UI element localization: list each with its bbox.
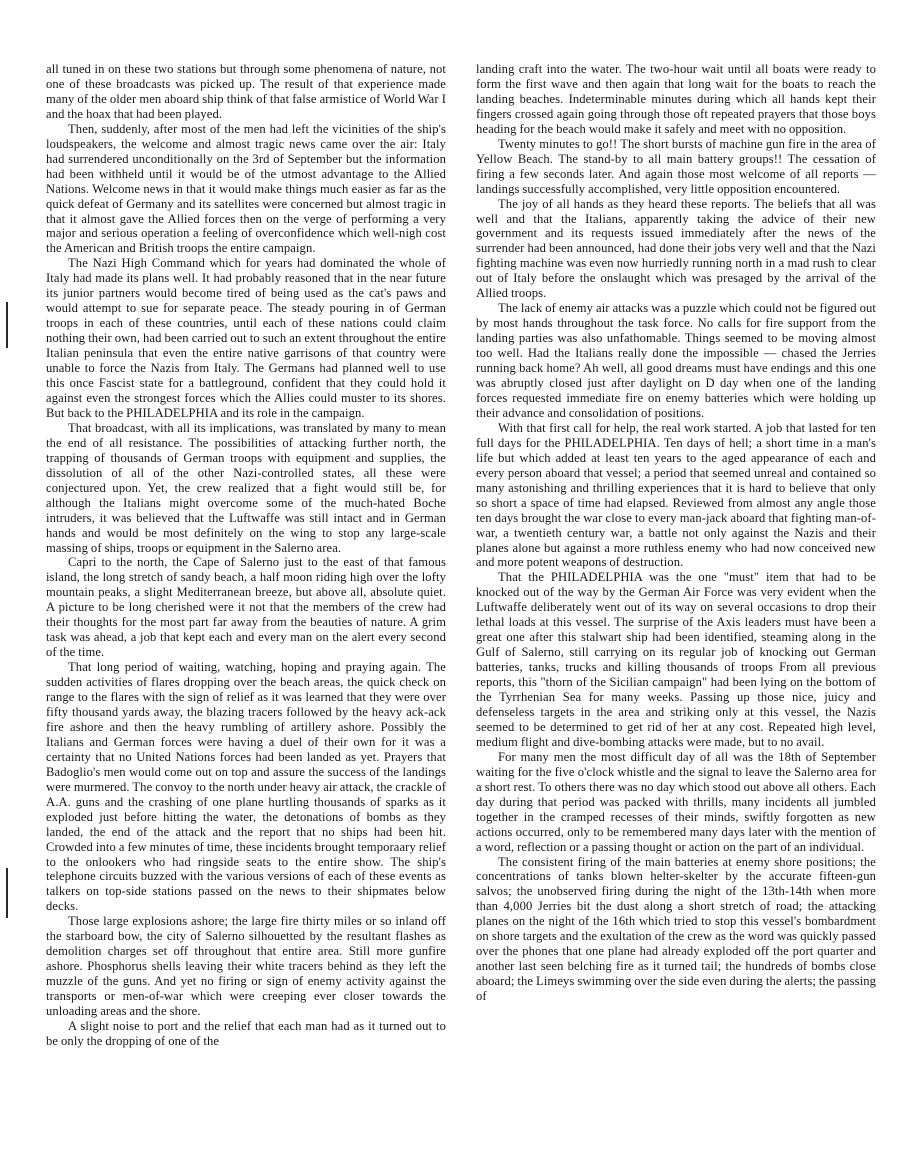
- paragraph: The Nazi High Command which for years had dominated the whole of Italy had made its plans well. It had probably reasoned that in the near future its junior partners would become tired of being used as the cat's paws and would attempt to sue for separate peace. The steady pouring in of German troops in each of these countries, until each of these nations could claim nothing their own, had been carried out to such an extent throughout the entire Italian peninsula that even the entire native garrisons of that country were unable to force the Nazis from Italy. The Germans had planned well to use this once Fascist state for a battleground, confident that they could hold it against even the strongest forces which the Allies could muster to its shores. But back to the PHILADELPHIA and its role in the campaign.: [46, 256, 446, 420]
- paragraph: A slight noise to port and the relief that each man had as it turned out to be only the dropping of one of the: [46, 1019, 446, 1048]
- paragraph: That broadcast, with all its implications, was translated by many to mean the end of all resistance. The possibilities of attacking further north, the trapping of thousands of German troops with equipment and supplies, the dissolution of all of the other Nazi-controlled states, all these were conjectured upon. Yet, the crew realized that a fight would still be, for although the Italians might overcome some of the much-hated Boche intruders, it was believed that the Luftwaffe was still intact and in German hands and would be most definitely on the wing to stop any large-scale massing of ships, troops or equipment in the Salerno area.: [46, 420, 446, 555]
- paragraph: The consistent firing of the main batteries at enemy shore positions; the concentrations of tanks blown helter-skelter by the accurate fifteen-gun salvos; the unobserved firing during the night of the 13th-14th when more than 4,000 Jerries bit the dust along a short stretch of road; the attacking planes on the night of the 16th which tried to stop this vessel's bombardment on shore targets and the exultation of the crew as the word was quickly passed over the phones that one plane had already exploded off the port quarter and another last seen belching fire as it turned tail; the hundreds of bombs close aboard; the Limeys swimming over the side even during the alerts; the passing of: [476, 854, 877, 1004]
- paragraph: For many men the most difficult day of all was the 18th of September waiting for the five o'clock whistle and the signal to leave the Salerno area for a short rest. To others there was no day which stood out above all others. Each day during that period was packed with thrills, many incidents all jumbled together in the cramped recesses of their minds, swiftly forgotten as new actions occurred, only to be remembered many days later with the mention of a word, reflection or a passing thought or action on the part of an individual.: [476, 749, 876, 854]
- margin-mark: [6, 868, 8, 918]
- left-column: [46, 62, 446, 1049]
- paragraph: Capri to the north, the Cape of Salerno just to the east of that famous island, the long stretch of sandy beach, a half moon riding high over the lofty mountain peaks, a slight Mediterranean breeze, but above all, absolute quiet. A picture to be long cherished were it not that the members of the crew had their thoughts for the most part far away from the beauties of nature. A grim task was ahead, a job that kept each and every man on the alert every second of the time.: [46, 555, 446, 660]
- paragraph: Twenty minutes to go!! The short bursts of machine gun fire in the area of Yellow Beach. The stand-by to all main battery groups!! The cessation of firing a few seconds later. And again those most welcome of all reports — landings successfully accomplished, very little opposition encountered.: [476, 136, 876, 196]
- margin-mark: [6, 302, 8, 348]
- paragraph: With that first call for help, the real work started. A job that lasted for ten full days for the PHILADELPHIA. Ten days of hell; a short time in a man's life but which added at least ten years to the aged appearance of each and every person aboard that vessel; a period that seemed unreal and contained so many astonishing and thrilling experiences that it is hard to believe that only so short a space of time had elapsed. Reviewed from almost any angle those ten days brought the war close to every man-jack aboard that fighting man-of-war, a twentieth century war, a battle not only against the Nazis and their planes alone but against a more ruthless enemy who had now conceived new and more potent weapons of destruction.: [476, 420, 876, 570]
- paragraph: The lack of enemy air attacks was a puzzle which could not be figured out by most hands throughout the task force. No calls for fire support from the landing parties was also unfathomable. Things seemed to be moving almost too well. Had the Italians really done the impossible — chased the Jerries running back home? Ah well, all good dreams must have endings and this one was abruptly closed just after daylight on D day when one of the landing forces requested immediate fire on enemy batteries which were holding up their advance and consolidation of positions.: [476, 301, 876, 420]
- paragraph: all tuned in on these two stations but through some phenomena of nature, not one of these broadcasts was picked up. The result of that experience made many of the older men aboard ship think of that false armistice of World War I and the hoax that had been played.: [46, 62, 446, 121]
- paragraph: The joy of all hands as they heard these reports. The beliefs that all was well and that the Italians, apparently taking the advice of their new government and its requests issued immediately after the news of the surrender had been announced, had done their jobs very well and that the Nazi fighting machine was even now hurriedly running north in a mad rush to clear out of Italy before the onslaught which was presaged by the arrival of the Allied troops.: [476, 196, 876, 301]
- paragraph: That the PHILADELPHIA was the one "must" item that had to be knocked out of the way by the German Air Force was very evident when the Luftwaffe deliberately went out of its way on several occasions to drop their lethal loads at this vessel. The surprise of the Axis leaders must have been a great one after this stalwart ship had been identified, steaming along in the Gulf of Salerno, still carrying on its regular job of knocking out German batteries, tanks, trucks and killing thousands of troops From all previous reports, this "thorn of the Sicilian campaign" had been lying on the bottom of the Tyrrhenian Sea for many weeks. Passing up those nice, juicy and defenseless targets in the area and striking only at this vessel, the Nazis seemed to be determined to get rid of her at any cost. Repeated high level, medium flight and dive-bombing attacks were made, but to no avail.: [476, 570, 876, 749]
- paragraph: Then, suddenly, after most of the men had left the vicinities of the ship's loudspeakers, the welcome and almost tragic news came over the air: Italy had surrendered unconditionally on the 3rd of September but the information had been withheld until it would be of the utmost advantage to the Allied Nations. Welcome news in that it would make things much easier as far as the quick defeat of Germany and its satellites were concerned but almost tragic in that it almost gave the Allied forces then on the verge of performing a very major and serious operation a feeling of overconfidence which well-nigh cost the American and British troops the entire campaign.: [46, 121, 446, 256]
- paragraph: landing craft into the water. The two-hour wait until all boats were ready to form the first wave and then again that long wait for the boats to reach the landing beaches. Indeterminable minutes during which all hands kept their fingers crossed again going through those oft repeated prayers that those boys heading for the beach would make it safely and meet with no opposition.: [476, 62, 876, 136]
- paragraph: Those large explosions ashore; the large fire thirty miles or so inland off the starboard bow, the city of Salerno silhouetted by the resultant flashes as demolition charges set off throughout that entire area. Still more gunfire ashore. Phosphorus shells leaving their white tracers behind as they left the muzzle of the guns. And yet no firing or sign of enemy activity against the transports or men-of-war which were creeping ever closer towards the unloading areas and the shore.: [46, 914, 446, 1019]
- paragraph: That long period of waiting, watching, hoping and praying again. The sudden activities of flares dropping over the beach areas, the quick check on range to the flares with the sign of relief as it was learned that they were over fifty thousand yards away, the blazing tracers followed by the heavy ack-ack fire ashore and then the heavy rumbling of artillery ashore. Possibly the Italians and German forces were having a duel of their own for it was a certainty that no United Nations forces had been landed as yet. Prayers that Badoglio's men would come out on top and assure the success of the landings were murmered. The convoy to the north under heavy air attack, the crackle of A.A. guns and the crashing of one plane hurtling thousands of sparks as it exploded just before hitting the water, the detonations of bombs as they landed, the end of the attack and the report that no ships had been hit. Crowded into a few minutes of time, these incidents brought temporaary relief to the onlookers who had ringside seats to the entire show. The ship's telephone circuits buzzed with the various versions of each of these events as talkers on top-side stations passed on the news to their shipmates below decks.: [46, 660, 446, 914]
- right-column: [476, 62, 876, 1004]
